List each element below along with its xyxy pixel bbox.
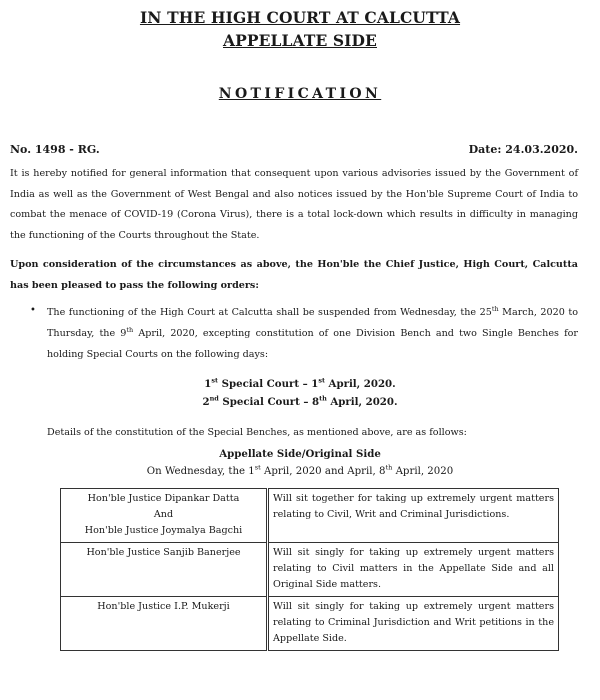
special-court-2: 2nd Special Court – 8th April, 2020. [202,394,398,408]
details-intro: Details of the constitution of the Special Benches, as mentioned above, are as follows: [47,427,467,438]
suspension-order: The functioning of the High Court at Calcutta shall be suspended from Wednesday, the 25th March, 2020 to Thursday, the 9th April, 2020, excepting constitution of one Division Bench and two Single Benches for holding Special Courts on the following days: [47,304,578,360]
special-court-1: 1st Special Court – 1st April, 2020. [204,376,396,390]
bench-dates: On Wednesday, the 1st April, 2020 and April, 8th April, 2020 [146,463,454,477]
duty-cell: Will sit singly for taking up extremely urgent matters relating to Criminal Jurisdiction and Writ petitions in the Appellate Side. [268,597,559,651]
justice-cell: Hon'ble Justice Dipankar Datta And Hon'ble Justice Joymalya Bagchi [61,489,268,543]
justice-cell: Hon'ble Justice I.P. Mukerji [61,597,268,651]
duty-cell: Will sit together for taking up extremely urgent matters relating to Civil, Writ and Criminal Jurisdictions. [268,489,559,543]
court-heading: IN THE HIGH COURT AT CALCUTTA [139,8,461,27]
notification-date: Date: 24.03.2020. [468,143,578,156]
side-heading: APPELLATE SIDE [223,31,377,50]
benches-table [60,488,559,651]
orders-intro-paragraph: Upon consideration of the circumstances as above, the Hon'ble the Chief Justice, High Court, Calcutta has been pleased to pass the following orders: [10,259,578,291]
duty-cell: Will sit singly for taking up extremely urgent matters relating to Civil matters in the Appellate Side and all Original Side matters. [268,543,559,597]
bench-heading: Appellate Side/Original Side [219,448,381,460]
justice-cell: Hon'ble Justice Sanjib Banerjee [61,543,268,597]
table-row [61,489,559,543]
notification-title: NOTIFICATION [218,86,382,102]
bullet-icon: • [30,305,36,316]
preamble-paragraph: It is hereby notified for general information that consequent upon various advisories issued by the Government of India as well as the Government of West Bengal and also notices issued by the Hon'ble Supreme Court of India to combat the menace of COVID-19 (Corona Virus), there is a total lock-down which results in difficulty in managing the functioning of the Courts throughout the State. [10,168,578,241]
notification-number: No. 1498 - RG. [10,143,100,156]
table-row [61,597,559,651]
table-row [61,543,559,597]
